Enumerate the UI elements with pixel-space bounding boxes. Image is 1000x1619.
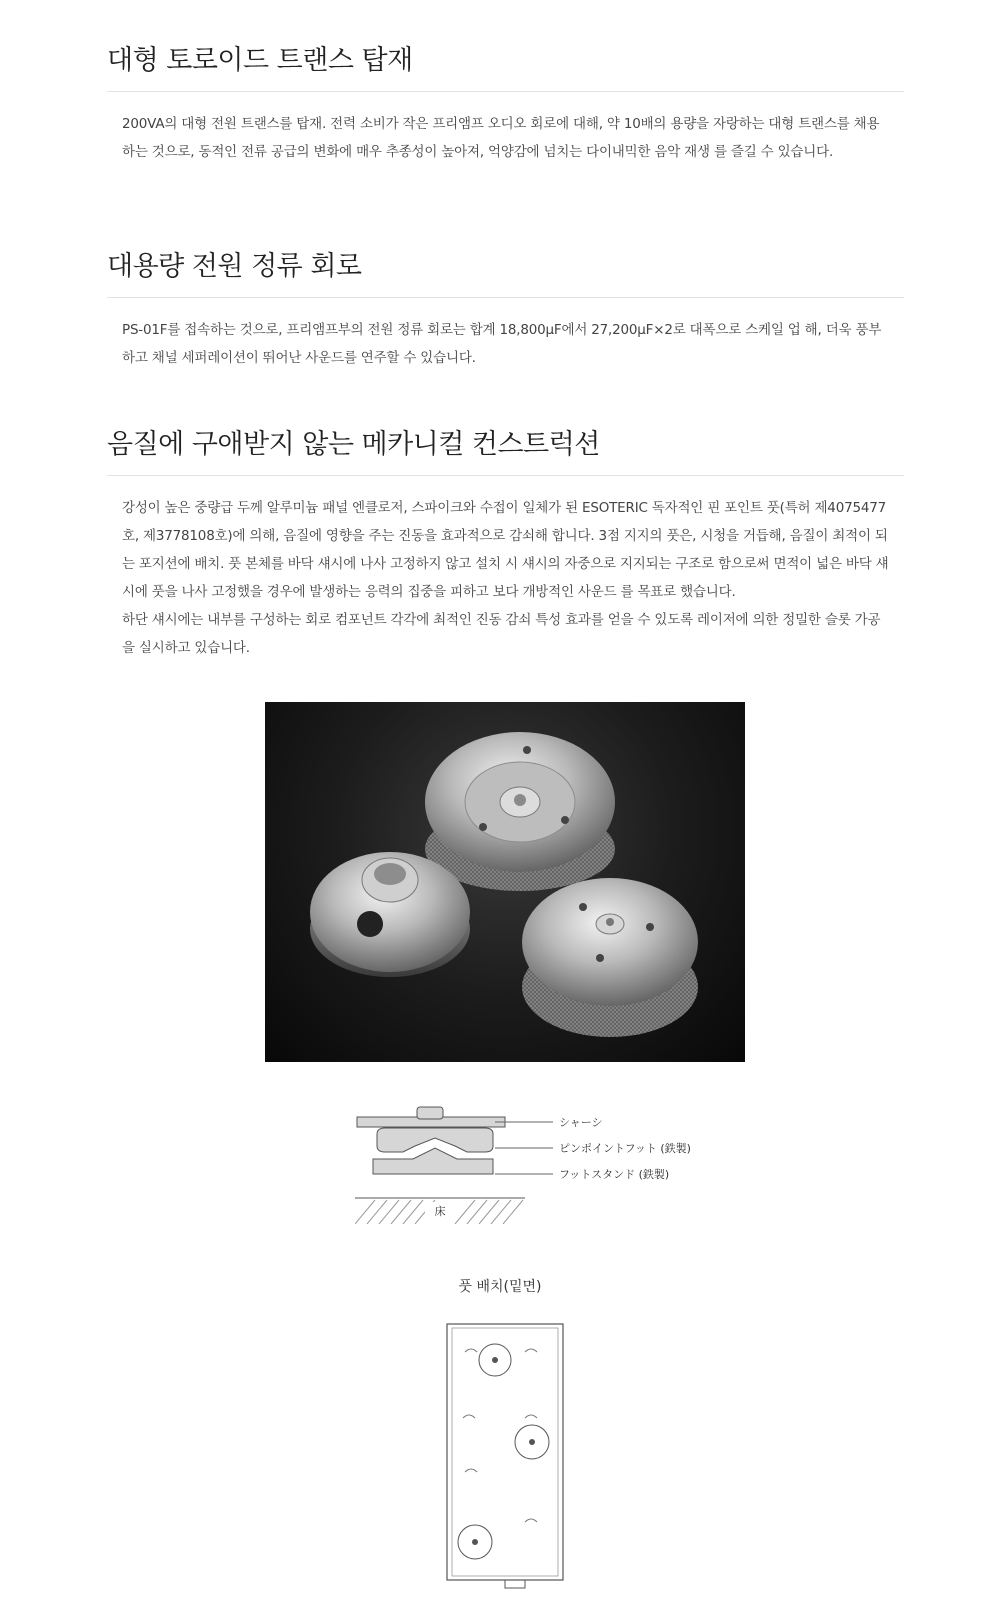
label-floor: 床	[434, 1205, 446, 1218]
pinpoint-foot-cross-section-diagram	[355, 1104, 695, 1224]
label-chassis: シャーシ	[559, 1116, 603, 1129]
section-paragraph: PS-01F를 접속하는 것으로, 프리앰프부의 전원 정류 회로는 합계 18,800μF에서 27,200μF×2로 대폭으로 스케일 업 해, 더욱 풍부하고 채널 세퍼레이션이 뛰어난 사운드를 연주할 수 있습니다.	[122, 322, 882, 366]
label-pinpoint-foot: ピンポイントフット (鉄製)	[559, 1142, 691, 1155]
pinpoint-feet-photo	[265, 702, 745, 1062]
foot-layout-bottom-view	[445, 1322, 565, 1592]
section-paragraph: 강성이 높은 중량급 두께 알루미늄 패널 엔클로저, 스파이크와 수접이 일체가 된 ESOTERIC 독자적인 핀 포인트 풋(특허 제4075477호, 제3778108호)에 의해, 음질에 영향을 주는 진동을 효과적으로 감쇠해 합니다. 3점 지지의 풋은, 시청을 거듭해, 음질이 최적이 되는 포지션에 배치. 풋 본체를 바닥 섀시에 나사 고정하지 않고 설치 시 섀시의 자중으로 지지되는 구조로 함으로써 면적이 넓은 바닥 섀시에 풋을 나사 고정했을 경우에 발생하는 응력의 집중을 피하고 보다 개방적인 사운드 를 목표로 했습니다.	[122, 500, 889, 600]
section-title: 대용량 전원 정류 회로	[107, 244, 904, 298]
section-rectifier-circuit	[107, 244, 904, 372]
label-foot-stand: フットスタンド (鉄製)	[559, 1168, 670, 1181]
section-paragraph: 200VA의 대형 전원 트랜스를 탑재. 전력 소비가 작은 프리앰프 오디오 회로에 대해, 약 10배의 용량을 자랑하는 대형 트랜스를 채용하는 것으로, 동적인 전류 공급의 변화에 매우 추종성이 높아져, 억양감에 넘치는 다이내믹한 음악 재생 를 즐길 수 있습니다.	[122, 116, 880, 160]
section-toroidal-transformer	[107, 38, 904, 166]
section-title: 음질에 구애받지 않는 메카니컬 컨스트럭션	[107, 422, 904, 476]
section-mechanical-construction	[107, 422, 904, 662]
pinpoint-feet-illustration	[265, 702, 745, 1062]
section-paragraph: 하단 섀시에는 내부를 구성하는 회로 컴포넌트 각각에 최적인 진동 감쇠 특성 효과를 얻을 수 있도록 레이저에 의한 정밀한 슬롯 가공을 실시하고 있습니다.	[122, 612, 881, 656]
section-title: 대형 토로이드 트랜스 탑재	[107, 38, 904, 92]
foot-layout-caption: 풋 배치(밑면)	[458, 1279, 542, 1295]
